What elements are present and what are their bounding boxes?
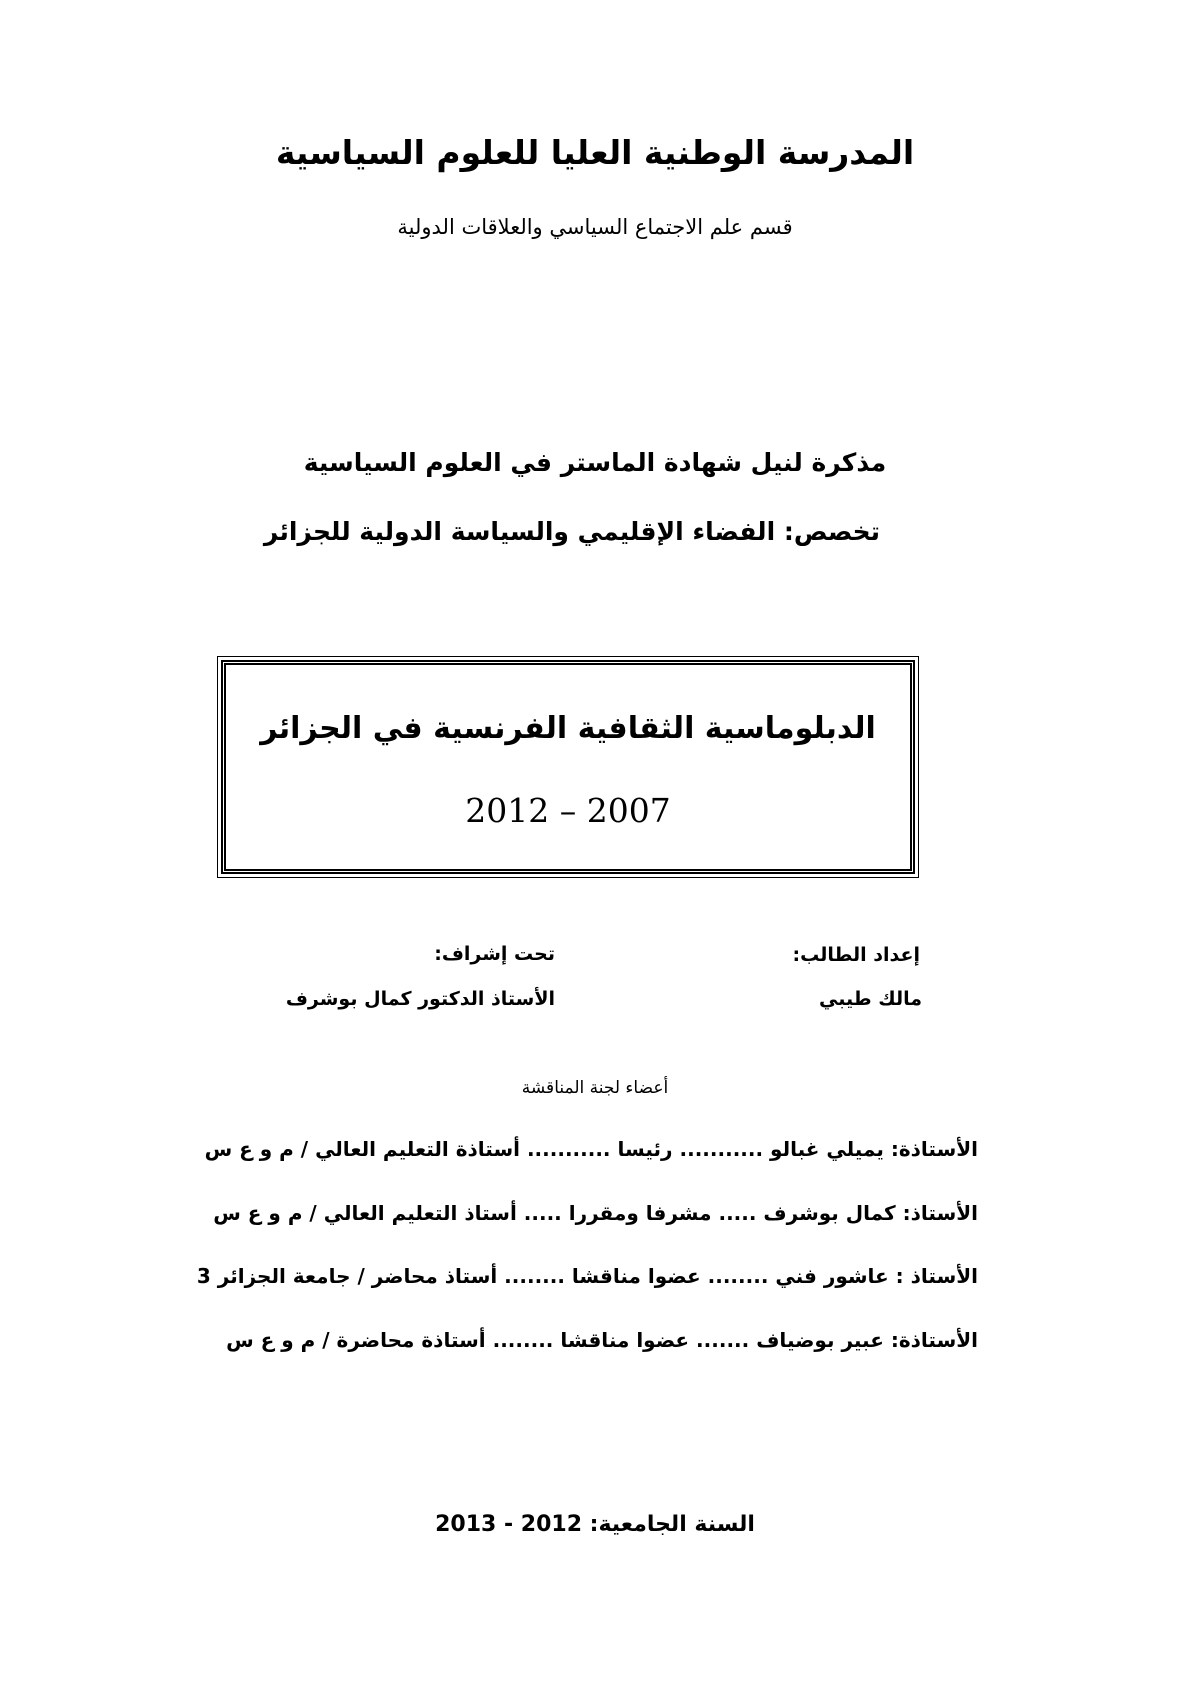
specialization-line: تخصص: الفضاء الإقليمي والسياسة الدولية للجزائر — [263, 517, 880, 546]
thesis-years: 2012 – 2007 — [465, 791, 671, 830]
committee-heading: أعضاء لجنة المناقشة — [521, 1078, 669, 1098]
committee-member: الأستاذة: عبير بوضياف ....... عضوا مناقشا ........ أستاذة محاضرة / م و ع س — [226, 1328, 978, 1352]
committee-member: الأستاذ : عاشور فني ........ عضوا مناقشا ........ أستاذ محاضر / جامعة الجزائر 3 — [196, 1264, 978, 1288]
degree-memo-line: مذكرة لنيل شهادة الماستر في العلوم السياسية — [303, 448, 887, 477]
school-name: المدرسة الوطنية العليا للعلوم السياسية — [275, 133, 915, 172]
department-name: قسم علم الاجتماع السياسي والعلاقات الدولية — [397, 215, 793, 239]
committee-member: الأستاذة: يميلي غبالو ........... رئيسا ........... أستاذة التعليم العالي / م و ع س — [204, 1137, 978, 1161]
student-name: مالك طيبي — [819, 988, 922, 1010]
committee-member: الأستاذ: كمال بوشرف ..... مشرفا ومقررا ..... أستاذ التعليم العالي / م و ع س — [213, 1201, 978, 1225]
thesis-title-box — [221, 660, 915, 874]
supervisor-name: الأستاذ الدكتور كمال بوشرف — [285, 988, 555, 1010]
prepared-by-label: إعداد الطالب: — [792, 944, 920, 966]
supervision-label: تحت إشراف: — [434, 943, 555, 965]
thesis-title: الدبلوماسية الثقافية الفرنسية في الجزائر — [260, 711, 876, 746]
academic-year: السنة الجامعية: 2012 - 2013 — [435, 1512, 755, 1537]
